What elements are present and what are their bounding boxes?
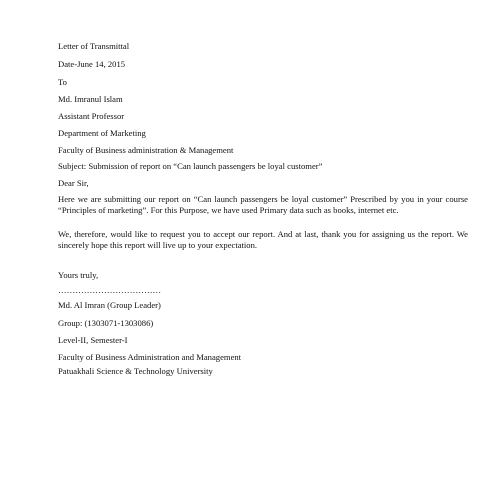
body-paragraph-2: We, therefore, would like to request you to accept our report. And at last, thank you for assigning us the report. We sincerely hope this report will live up to your expectation. (58, 229, 468, 250)
salutation: Dear Sir, (58, 178, 89, 188)
recipient-faculty: Faculty of Business administration & Management (58, 145, 234, 155)
recipient-name: Md. Imranul Islam (58, 94, 123, 104)
to-label: To (58, 77, 67, 87)
subject-line: Subject: Submission of report on “Can launch passengers be loyal customer” (58, 161, 323, 171)
closing: Yours truly, (58, 270, 99, 280)
sender-level: Level-II, Semester-I (58, 335, 128, 345)
signature-line: ……………………………… (58, 285, 162, 295)
sender-faculty: Faculty of Business Administration and Management (58, 352, 242, 362)
sender-university: Patuakhali Science & Technology University (58, 366, 213, 376)
letter-date: Date-June 14, 2015 (58, 59, 126, 69)
recipient-title: Assistant Professor (58, 111, 125, 121)
body-paragraph-1: Here we are submitting our report on “Can launch passengers be loyal customer” Prescribed by you in your course “Principles of marketing”. For this Purpose, we have used Primary data such as books, internet etc. (58, 194, 468, 215)
recipient-department: Department of Marketing (58, 128, 146, 138)
sender-name: Md. Al Imran (Group Leader) (58, 300, 161, 310)
sender-group: Group: (1303071-1303086) (58, 318, 154, 328)
letter-heading: Letter of Transmittal (58, 41, 130, 51)
